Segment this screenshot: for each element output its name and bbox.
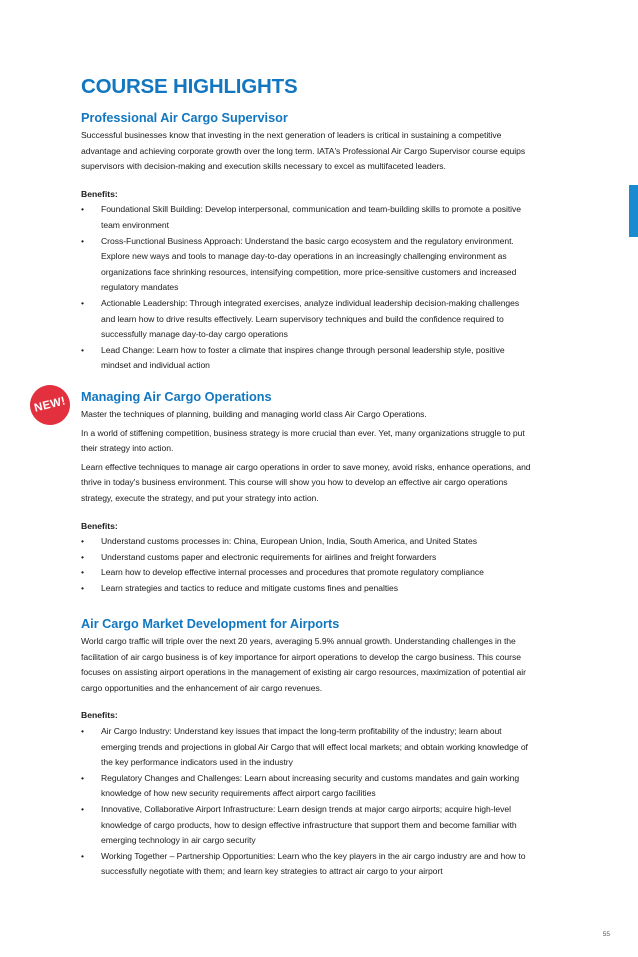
course-description: In a world of stiffening competition, business strategy is more crucial than ever. Yet, many organizations struggle to put their strategy into action. — [81, 427, 525, 454]
course-section-airports — [81, 617, 533, 880]
benefit-item: • Innovative, Collaborative Airport Infrastructure: Learn design trends at major cargo airports; acquire high-level knowledge of cargo products, how to design effective infrastructure that support them and become familiar with emerging technology in air cargo security — [81, 802, 533, 849]
benefits-label: Benefits: — [81, 188, 118, 199]
benefits-list — [81, 534, 533, 596]
benefit-item: • Regulatory Changes and Challenges: Learn about increasing security and customs mandates and gain working knowledge of how new security requirements affect airport cargo facilities — [81, 771, 533, 802]
section-tab-marker — [629, 185, 638, 237]
page-title: COURSE HIGHLIGHTS — [81, 75, 298, 98]
course-description: Master the techniques of planning, building and managing world class Air Cargo Operations. — [81, 409, 427, 419]
benefit-item: • Foundational Skill Building: Develop interpersonal, communication and team-building skills to promote a positive team environment — [81, 202, 533, 233]
benefit-item: • Lead Change: Learn how to foster a climate that inspires change through personal leadership style, positive mindset and individual action — [81, 343, 533, 374]
benefit-item: • Cross-Functional Business Approach: Understand the basic cargo ecosystem and the regulatory environment. Explore new ways and tools to manage day-to-day operations in an increasingly challenging environment as organizations face shrinking resources, intensifying competition, more price-sensitive customers and increased regulatory mandates — [81, 234, 533, 296]
course-description: Learn effective techniques to manage air cargo operations in order to save money, avoid risks, enhance operations, and thrive in today's business environment. This course will show you how to develop an effective air cargo operations strategy, execute the strategy, and put your strategy into action. — [81, 461, 531, 503]
course-title: Professional Air Cargo Supervisor — [81, 111, 288, 125]
benefit-item: • Understand customs processes in: China, European Union, India, South America, and United States — [81, 534, 533, 550]
benefit-item: • Air Cargo Industry: Understand key issues that impact the long-term profitability of the industry; learn about emerging trends and projections in global Air Cargo that will effect local markets; and obtain working knowledge of the key performance indicators used in the industry — [81, 724, 533, 771]
course-description: Successful businesses know that investing in the next generation of leaders is critical in sustaining a competitive advantage and achieving corporate growth over the long term. IATA's Professional Air Cargo Supervisor course equips supervisors with decision-making and execution skills necessary to excel as multifaceted leaders. — [81, 130, 526, 172]
benefit-item: • Learn strategies and tactics to reduce and mitigate customs fines and penalties — [81, 581, 533, 597]
course-section-supervisor — [81, 111, 533, 374]
course-title: Managing Air Cargo Operations — [81, 390, 272, 404]
benefit-item: • Understand customs paper and electronic requirements for airlines and freight forwarders — [81, 550, 533, 566]
benefit-item: • Working Together – Partnership Opportunities: Learn who the key players in the air cargo industry are and how to successfully negotiate with them; and learn key strategies to attract air cargo to your airport — [81, 849, 533, 880]
benefit-item: • Learn how to develop effective internal processes and procedures that promote regulatory compliance — [81, 565, 533, 581]
benefit-item: • Actionable Leadership: Through integrated exercises, analyze individual leadership decision-making challenges and learn how to drive results effectively. Learn supervisory techniques and build the confidence required to successfully manage day-to-day cargo operations — [81, 296, 533, 343]
benefits-label: Benefits: — [81, 520, 118, 531]
benefits-label: Benefits: — [81, 710, 118, 721]
benefits-list — [81, 724, 533, 880]
course-section-operations — [81, 390, 533, 597]
benefits-list — [81, 202, 533, 374]
new-badge: NEW! — [26, 381, 74, 429]
course-description: World cargo traffic will triple over the next 20 years, averaging 5.9% annual growth. Understanding challenges in the facilitation of air cargo business is of key importance for airport operations to develop the cargo business. This course focuses on assisting airport operations in the management of existing air cargo resources, maximization of potential air cargo opportunities and the enhancement of air cargo revenues. — [81, 636, 526, 693]
course-title: Air Cargo Market Development for Airports — [81, 617, 340, 631]
page-number: 55 — [602, 931, 610, 938]
